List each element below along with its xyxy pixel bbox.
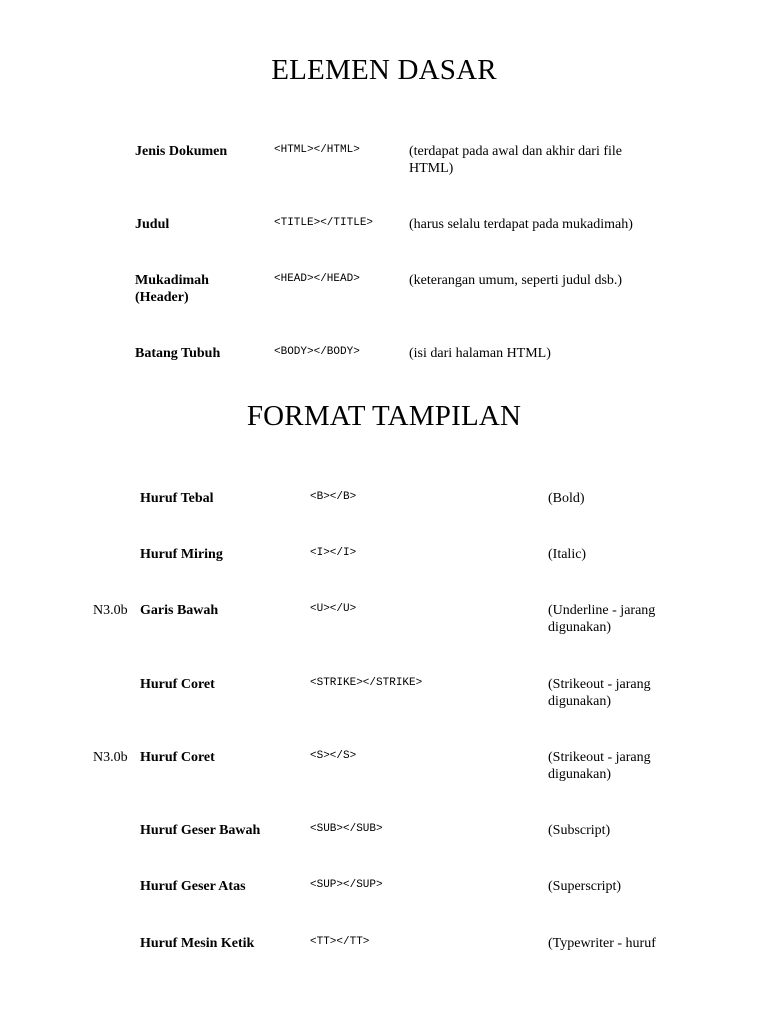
format-label: Huruf Coret <box>140 750 215 765</box>
element-label: Mukadimah (Header) <box>135 273 209 305</box>
format-label: Huruf Mesin Ketik <box>140 936 255 951</box>
element-tag: <BODY></BODY> <box>274 346 360 358</box>
format-tag: <B></B> <box>310 491 357 503</box>
element-description: (harus selalu terdapat pada mukadimah) <box>409 217 633 232</box>
element-label: Jenis Dokumen <box>135 144 228 159</box>
section-title-elemen-dasar: ELEMEN DASAR <box>271 54 497 86</box>
format-description: (Underline - jarang digunakan) <box>548 603 656 635</box>
element-tag: <TITLE></TITLE> <box>274 217 374 229</box>
element-description: (keterangan umum, seperti judul dsb.) <box>409 273 623 288</box>
format-label: Huruf Miring <box>140 547 223 562</box>
format-tag: <STRIKE></STRIKE> <box>310 677 423 689</box>
element-description: (isi dari halaman HTML) <box>409 346 551 361</box>
element-label: Judul <box>135 217 170 232</box>
format-description: (Italic) <box>548 547 587 562</box>
format-description: (Subscript) <box>548 823 611 838</box>
format-tag: <U></U> <box>310 603 357 615</box>
element-description: (terdapat pada awal dan akhir dari file HTML) <box>409 144 623 176</box>
format-label: Huruf Tebal <box>140 491 214 506</box>
format-tag: <I></I> <box>310 547 357 559</box>
format-tag: <SUP></SUP> <box>310 879 383 891</box>
format-description: (Bold) <box>548 491 585 506</box>
version-marker: N3.0b <box>93 750 128 765</box>
version-marker: N3.0b <box>93 603 128 618</box>
format-tag: <SUB></SUB> <box>310 823 383 835</box>
format-description: (Typewriter - huruf <box>548 936 656 951</box>
format-description: (Superscript) <box>548 879 622 894</box>
format-description: (Strikeout - jarang digunakan) <box>548 750 651 782</box>
element-tag: <HTML></HTML> <box>274 144 360 156</box>
format-tag: <TT></TT> <box>310 936 370 948</box>
section-title-format-tampilan: FORMAT TAMPILAN <box>246 400 522 432</box>
element-tag: <HEAD></HEAD> <box>274 273 360 285</box>
format-label: Garis Bawah <box>140 603 219 618</box>
format-label: Huruf Coret <box>140 677 215 692</box>
format-label: Huruf Geser Bawah <box>140 823 261 838</box>
format-label: Huruf Geser Atas <box>140 879 246 894</box>
format-description: (Strikeout - jarang digunakan) <box>548 677 651 709</box>
format-tag: <S></S> <box>310 750 357 762</box>
element-label: Batang Tubuh <box>135 346 221 361</box>
